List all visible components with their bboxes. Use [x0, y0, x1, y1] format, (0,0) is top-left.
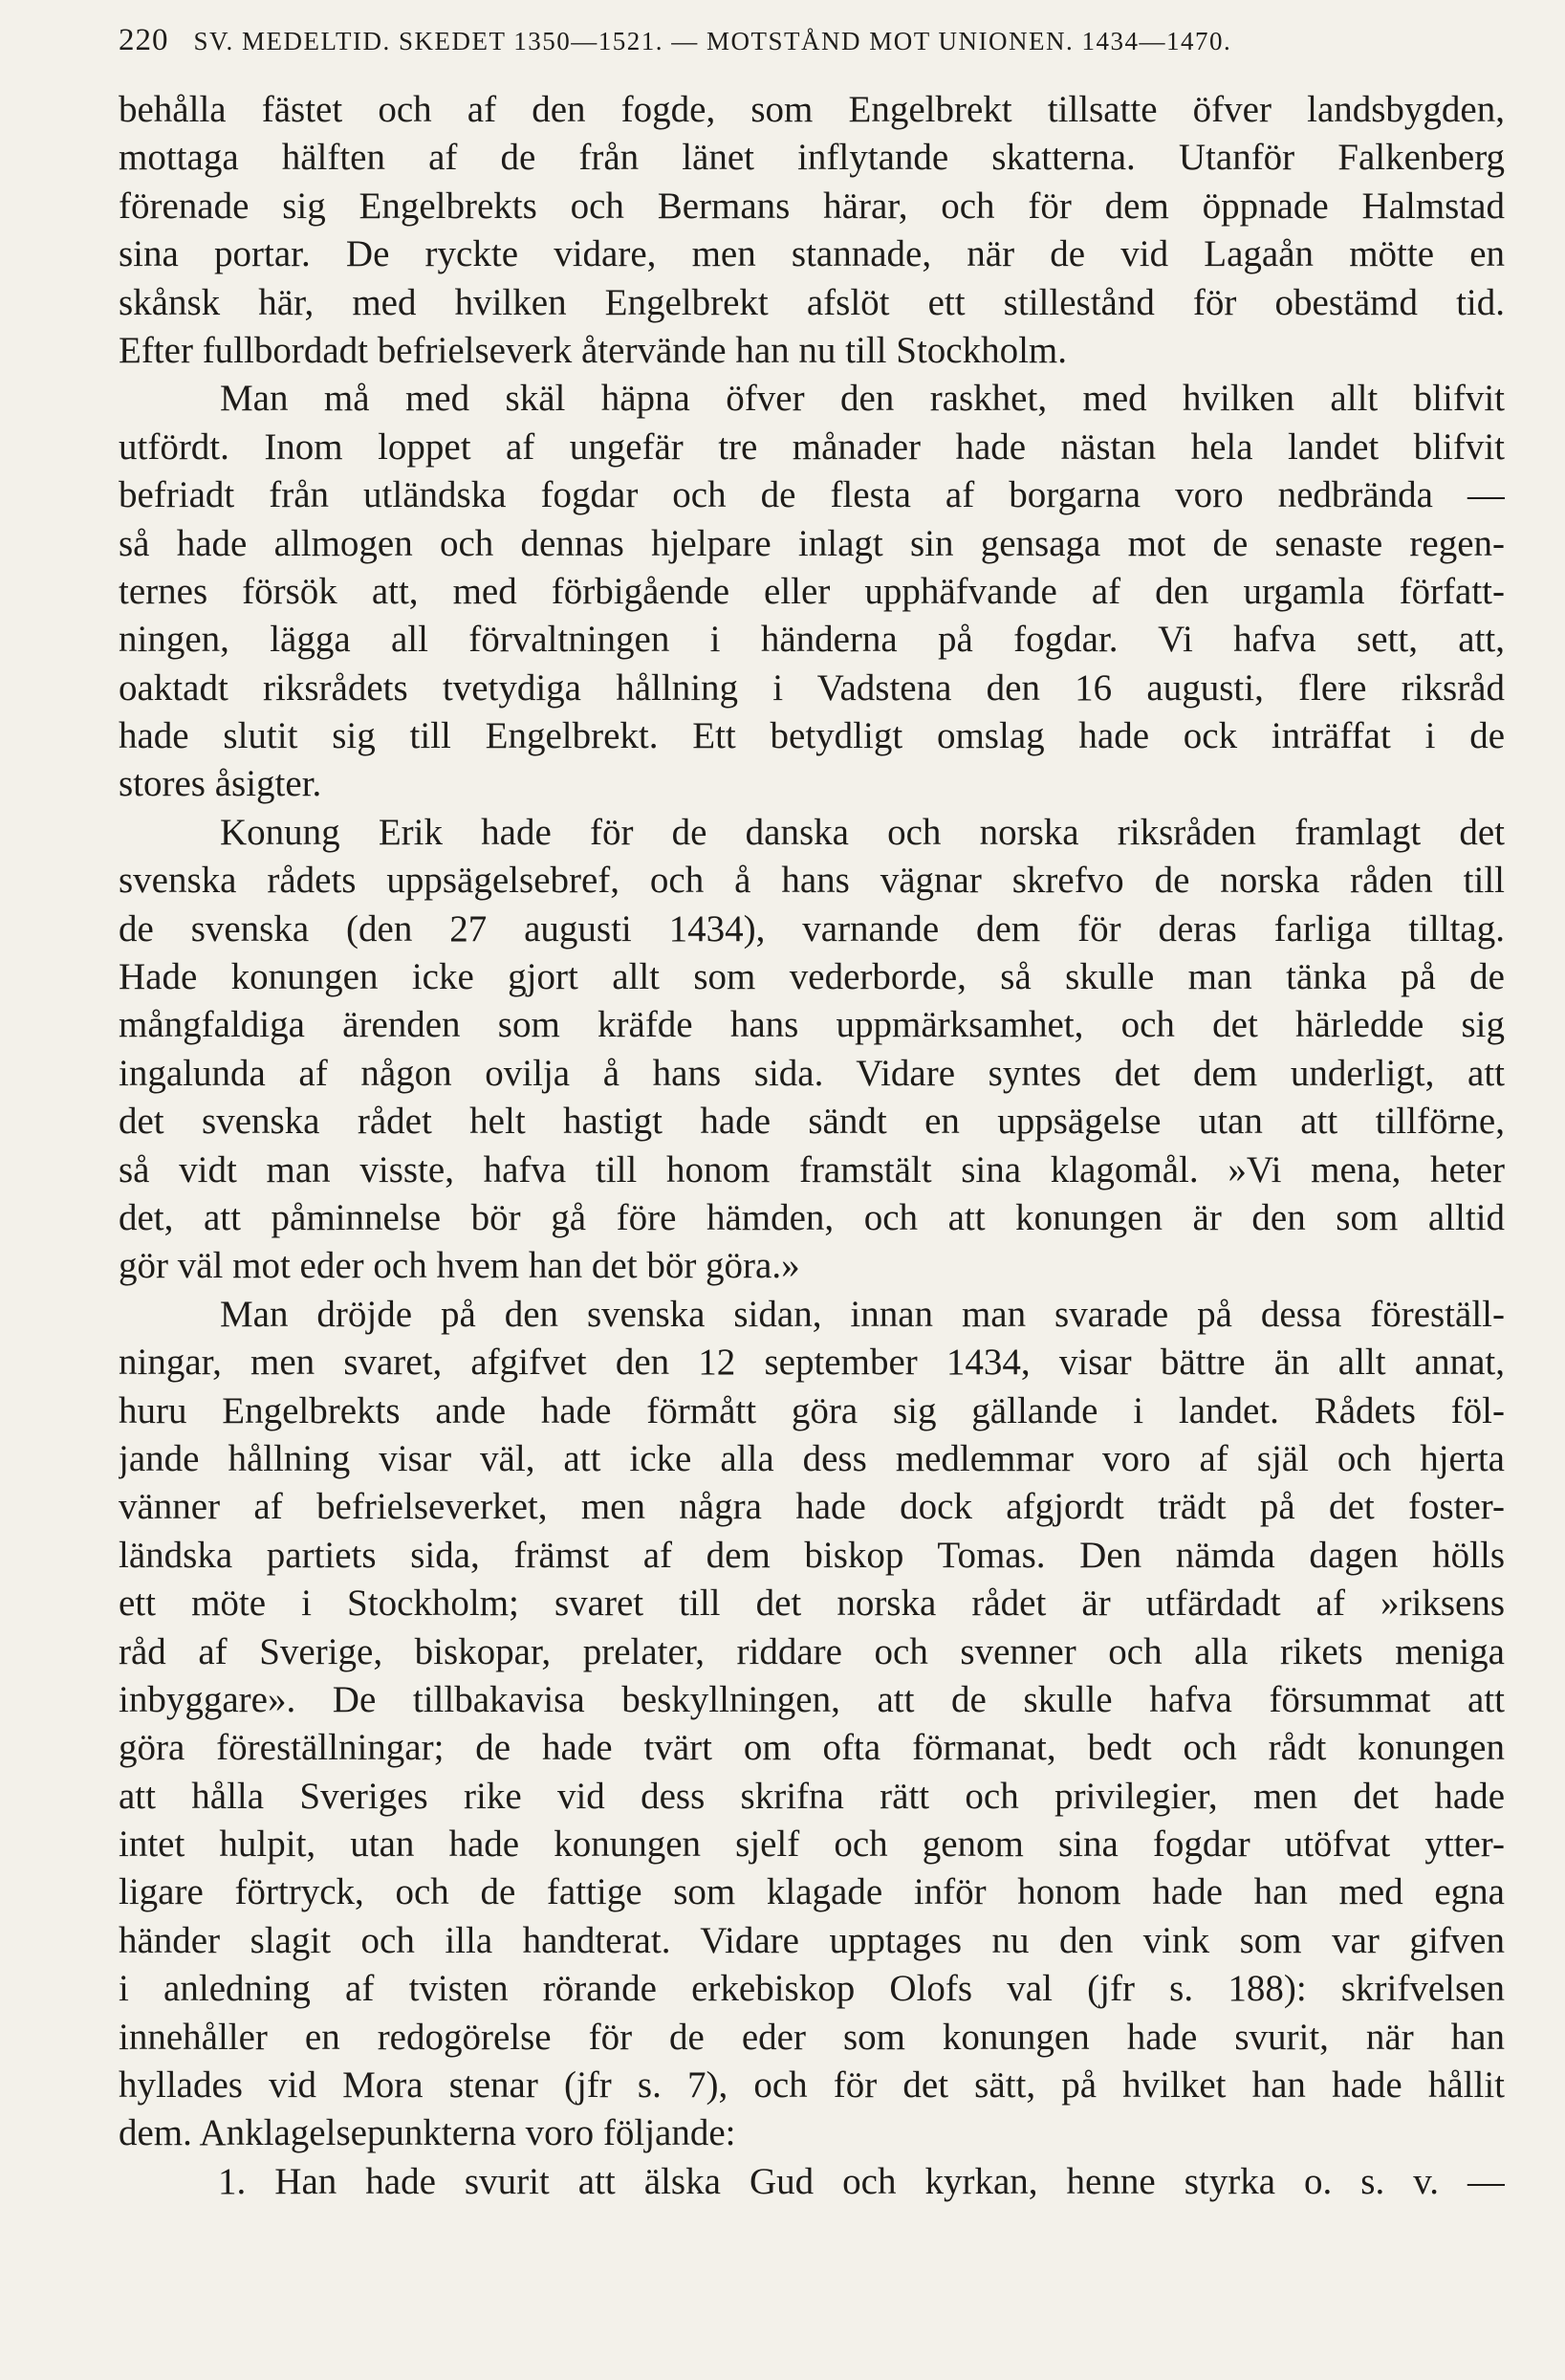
text-line: ternes försök att, med förbigående eller upphäfvande af den urgamla författ- — [119, 570, 1505, 612]
text-line: Efter fullbordadt befrielseverk återvände han nu till Stockholm. — [119, 329, 1068, 371]
text-line: i anledning af tvisten rörande erkebiskop Olofs val (jfr s. 188): skrifvelsen — [119, 1968, 1505, 2010]
text-line: hade slutit sig till Engelbrekt. Ett betydligt omslag hade ock inträffat i de — [119, 715, 1505, 757]
paragraph-start-line: Man dröjde på den svenska sidan, innan man svarade på dessa föreställ- — [220, 1293, 1505, 1335]
text-line: dem. Anklagelsepunkterna voro följande: — [119, 2112, 736, 2154]
text-line: jande hållning visar väl, att icke alla dess medlemmar voro af själ och hjerta — [119, 1437, 1505, 1479]
running-title: SV. MEDELTID. SKEDET 1350—1521. — MOTSTÅND MOT UNIONEN. 1434—1470. — [193, 27, 1232, 55]
text-line: så hade allmogen och dennas hjelpare inlagt sin gensaga mot de senaste regen- — [119, 522, 1505, 564]
text-line: det svenska rådet helt hastigt hade sändt en uppsägelse utan att tillförne, — [119, 1101, 1505, 1143]
text-line: ländska partiets sida, främst af dem biskop Tomas. Den nämda dagen hölls — [119, 1534, 1505, 1576]
text-line: stores åsigter. — [119, 763, 322, 805]
paragraph-start-line: Man må med skäl häpna öfver den raskhet, med hvilken allt blifvit — [220, 378, 1505, 420]
body-text — [119, 86, 1505, 2206]
text-line: förenade sig Engelbrekts och Bermans härar, och för dem öppnade Halmstad — [119, 185, 1505, 227]
text-line: så vidt man visste, hafva till honom framstält sina klagomål. »Vi mena, heter — [119, 1148, 1505, 1190]
text-line: inbyggare». De tillbakavisa beskyllningen, att de skulle hafva försummat att — [119, 1678, 1505, 1720]
text-line: Hade konungen icke gjort allt som vederborde, så skulle man tänka på de — [119, 956, 1505, 998]
text-line: att hålla Sveriges rike vid dess skrifna rätt och privilegier, men det hade — [119, 1775, 1505, 1817]
text-line: råd af Sverige, biskopar, prelater, riddare och svenner och alla rikets meniga — [119, 1630, 1505, 1672]
text-line: ett möte i Stockholm; svaret till det norska rådet är utfärdadt af »riksens — [119, 1583, 1505, 1625]
text-line: göra föreställningar; de hade tvärt om ofta förmanat, bedt och rådt konungen — [119, 1727, 1505, 1769]
text-line: befriadt från utländska fogdar och de flesta af borgarna voro nedbrända — — [119, 474, 1505, 516]
text-line: mångfaldiga ärenden som kräfde hans uppmärksamhet, och det härledde sig — [119, 1004, 1505, 1046]
enumerated-point: 1. Han hade svurit att älska Gud och kyrkan, henne styrka o. s. v. — — [218, 2160, 1505, 2202]
text-line: mottaga hälften af de från länet inflytande skatterna. Utanför Falkenberg — [119, 137, 1505, 179]
text-line: oaktadt riksrådets tvetydiga hållning i Vadstena den 16 augusti, flere riksråd — [119, 666, 1505, 709]
text-line: hyllades vid Mora stenar (jfr s. 7), och för det sätt, på hvilket han hade hållit — [119, 2064, 1505, 2107]
text-line: utfördt. Inom loppet af ungefär tre månader hade nästan hela landet blifvit — [119, 426, 1505, 468]
text-line: huru Engelbrekts ande hade förmått göra sig gällande i landet. Rådets föl- — [119, 1389, 1505, 1431]
text-line: gör väl mot eder och hvem han det bör göra.» — [119, 1245, 800, 1287]
text-line: sina portar. De ryckte vidare, men stannade, när de vid Lagaån mötte en — [119, 233, 1505, 275]
text-line: vänner af befrielseverket, men några hade dock afgjordt trädt på det foster- — [119, 1486, 1505, 1528]
page-number: 220 — [119, 23, 169, 57]
text-line: ligare förtryck, och de fattige som klagade inför honom hade han med egna — [119, 1871, 1505, 1913]
text-line: de svenska (den 27 augusti 1434), varnande dem för deras farliga tilltag. — [119, 907, 1505, 950]
text-line: svenska rådets uppsägelsebref, och å hans vägnar skrefvo de norska råden till — [119, 860, 1505, 902]
paragraph-start-line: Konung Erik hade för de danska och norska riksråden framlagt det — [220, 811, 1505, 853]
text-line: ningar, men svaret, afgifvet den 12 september 1434, visar bättre än allt annat, — [119, 1342, 1505, 1384]
text-line: ningen, lägga all förvaltningen i händerna på fogdar. Vi hafva sett, att, — [119, 619, 1505, 661]
text-line: det, att påminnelse bör gå före hämden, och att konungen är den som alltid — [119, 1196, 1505, 1238]
text-line: ingalunda af någon ovilja å hans sida. Vidare syntes det dem underligt, att — [119, 1052, 1505, 1094]
text-line: behålla fästet och af den fogde, som Engelbrekt tillsatte öfver landsbygden, — [119, 89, 1505, 130]
text-line: intet hulpit, utan hade konungen sjelf och genom sina fogdar utöfvat ytter- — [119, 1823, 1505, 1866]
text-line: skånsk här, med hvilken Engelbrekt afslöt ett stillestånd för obestämd tid. — [119, 281, 1505, 323]
running-head — [119, 23, 1505, 73]
text-line: händer slagit och illa handterat. Vidare upptages nu den vink som var gifven — [119, 1919, 1505, 1961]
text-line: innehåller en redogörelse för de eder som konungen hade svurit, när han — [119, 2016, 1505, 2058]
